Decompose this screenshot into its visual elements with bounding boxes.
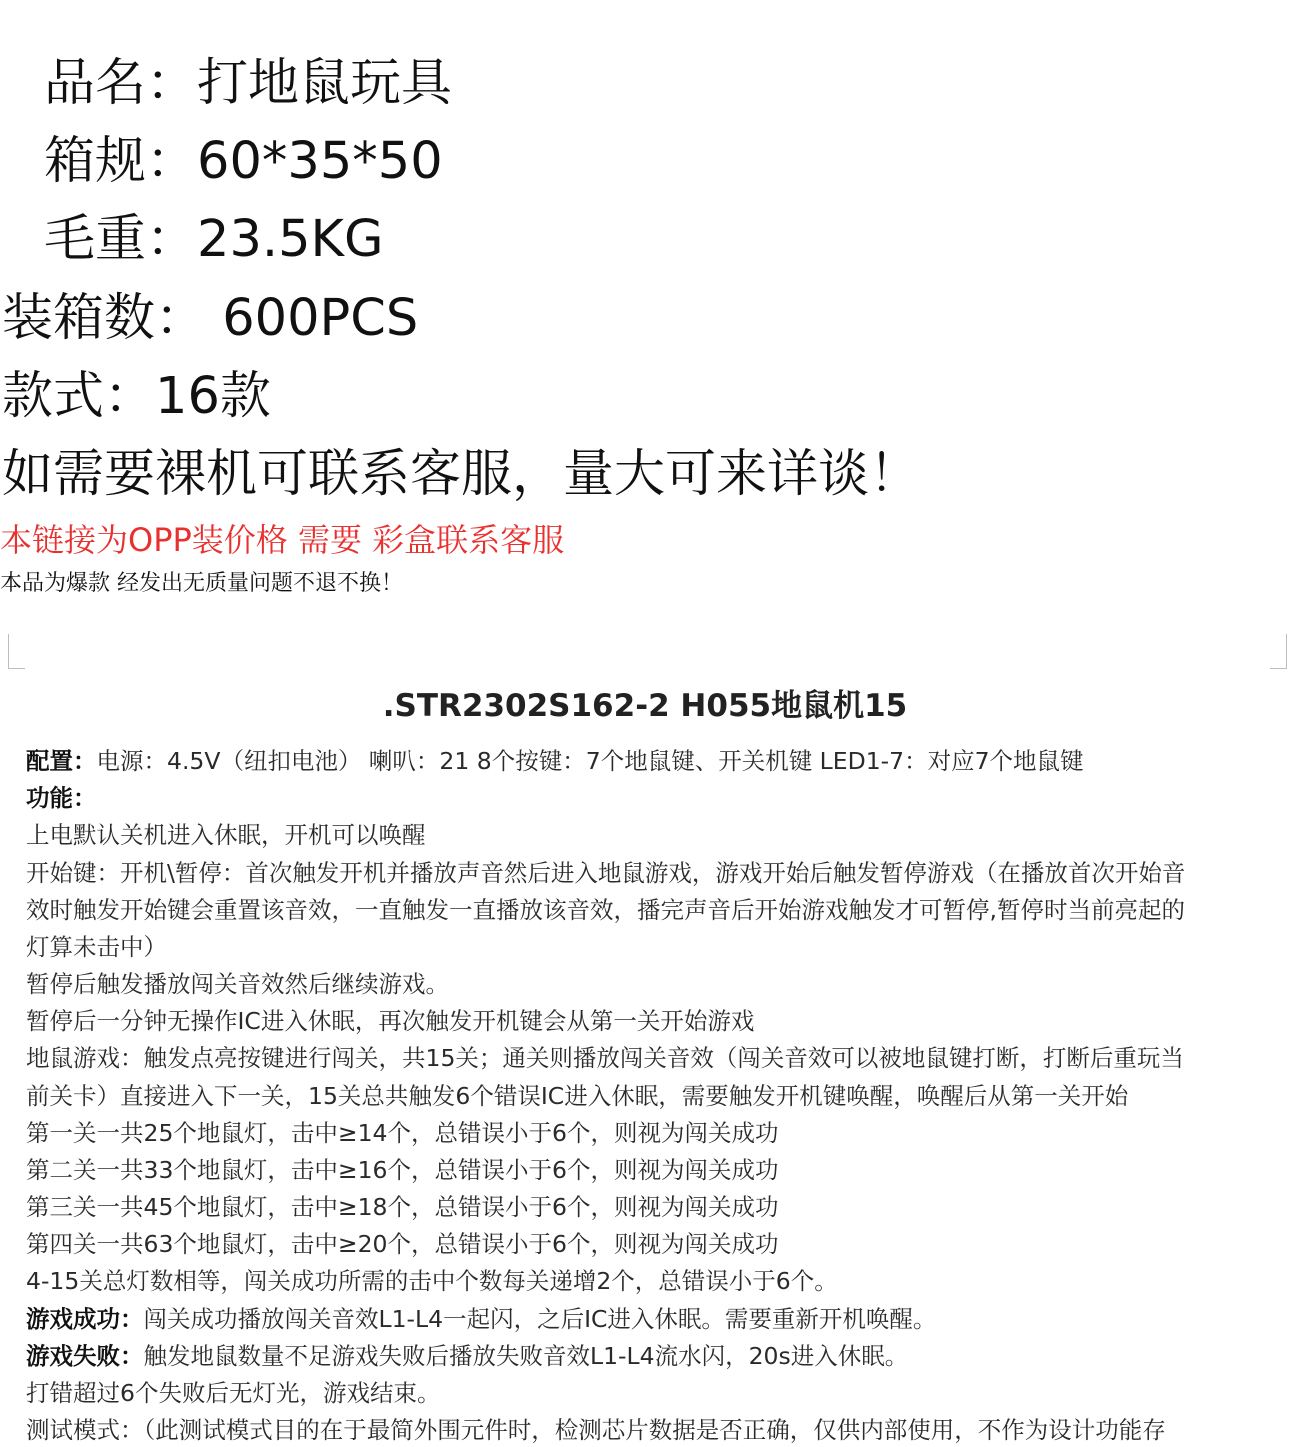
game-success-label: 游戏成功： bbox=[26, 1305, 144, 1333]
pack-quantity: 装箱数： 600PCS bbox=[2, 289, 419, 348]
doc-line: 开始键：开机\暂停：首次触发开机并播放声音然后进入地鼠游戏，游戏开始后触发暂停游戏（在播放首次开始音 bbox=[26, 859, 1186, 887]
page-corner-mark-left bbox=[8, 634, 25, 669]
doc-line: 效时触发开始键会重置该音效，一直触发一直播放该音效，播完声音后开始游戏触发才可暂停,暂停时当前亮起的 bbox=[26, 896, 1185, 924]
doc-line: 4-15关总灯数相等，闯关成功所需的击中个数每关递增2个，总错误小于6个。 bbox=[26, 1267, 838, 1295]
doc-line: 地鼠游戏：触发点亮按键进行闯关，共15关；通关则播放闯关音效（闯关音效可以被地鼠键打断，打断后重玩当 bbox=[26, 1044, 1184, 1072]
doc-line: 前关卡）直接进入下一关，15关总共触发6个错误IC进入休眠，需要触发开机键唤醒，唤醒后从第一关开始 bbox=[26, 1082, 1129, 1110]
doc-line: 灯算未击中） bbox=[26, 933, 167, 961]
function-label: 功能： bbox=[26, 784, 97, 812]
game-fail-label: 游戏失败： bbox=[26, 1342, 144, 1370]
doc-line: 暂停后一分钟无操作IC进入休眠，再次触发开机键会从第一关开始游戏 bbox=[26, 1007, 755, 1035]
opp-pricing-notice: 本链接为OPP装价格 需要 彩盒联系客服 bbox=[0, 521, 565, 559]
game-fail-line bbox=[26, 1339, 908, 1373]
document-title: .STR2302S162-2 H055地鼠机15 bbox=[382, 688, 908, 724]
game-fail-text: 触发地鼠数量不足游戏失败后播放失败音效L1-L4流水闪，20s进入休眠。 bbox=[143, 1342, 909, 1370]
no-return-notice: 本品为爆款 经发出无质量问题不退不换！ bbox=[0, 571, 403, 596]
test-mode-line: 测试模式：（此测试模式目的在于最简外围元件时，检测芯片数据是否正确，仅供内部使用，不作为设计功能存 bbox=[26, 1416, 1166, 1444]
gross-weight: 毛重：23.5KG bbox=[44, 210, 384, 269]
doc-line: 上电默认关机进入休眠，开机可以唤醒 bbox=[26, 821, 426, 849]
config-label: 配置： bbox=[26, 747, 97, 775]
doc-line: 第三关一共45个地鼠灯，击中≥18个，总错误小于6个，则视为闯关成功 bbox=[26, 1193, 779, 1221]
config-text: 电源：4.5V（纽扣电池） 喇叭：21 8个按键：7个地鼠键、开关机键 LED1-7：对应7个地鼠键 bbox=[96, 747, 1084, 775]
doc-line: 暂停后触发播放闯关音效然后继续游戏。 bbox=[26, 970, 449, 998]
bare-unit-note: 如需要裸机可联系客服，量大可来详谈！ bbox=[2, 445, 921, 504]
miss-limit-line: 打错超过6个失败后无灯光，游戏结束。 bbox=[26, 1379, 441, 1407]
doc-line: 第二关一共33个地鼠灯，击中≥16个，总错误小于6个，则视为闯关成功 bbox=[26, 1156, 779, 1184]
doc-line: 第一关一共25个地鼠灯，击中≥14个，总错误小于6个，则视为闯关成功 bbox=[26, 1119, 779, 1147]
config-line bbox=[26, 744, 1084, 778]
page-corner-mark-right bbox=[1270, 634, 1287, 669]
doc-line: 第四关一共63个地鼠灯，击中≥20个，总错误小于6个，则视为闯关成功 bbox=[26, 1230, 779, 1258]
box-size: 箱规：60*35*50 bbox=[44, 132, 443, 191]
game-success-line bbox=[26, 1302, 936, 1336]
game-success-text: 闯关成功播放闯关音效L1-L4一起闪，之后IC进入休眠。需要重新开机唤醒。 bbox=[143, 1305, 937, 1333]
product-name: 品名：打地鼠玩具 bbox=[44, 54, 453, 113]
style-count: 款式：16款 bbox=[2, 367, 271, 426]
